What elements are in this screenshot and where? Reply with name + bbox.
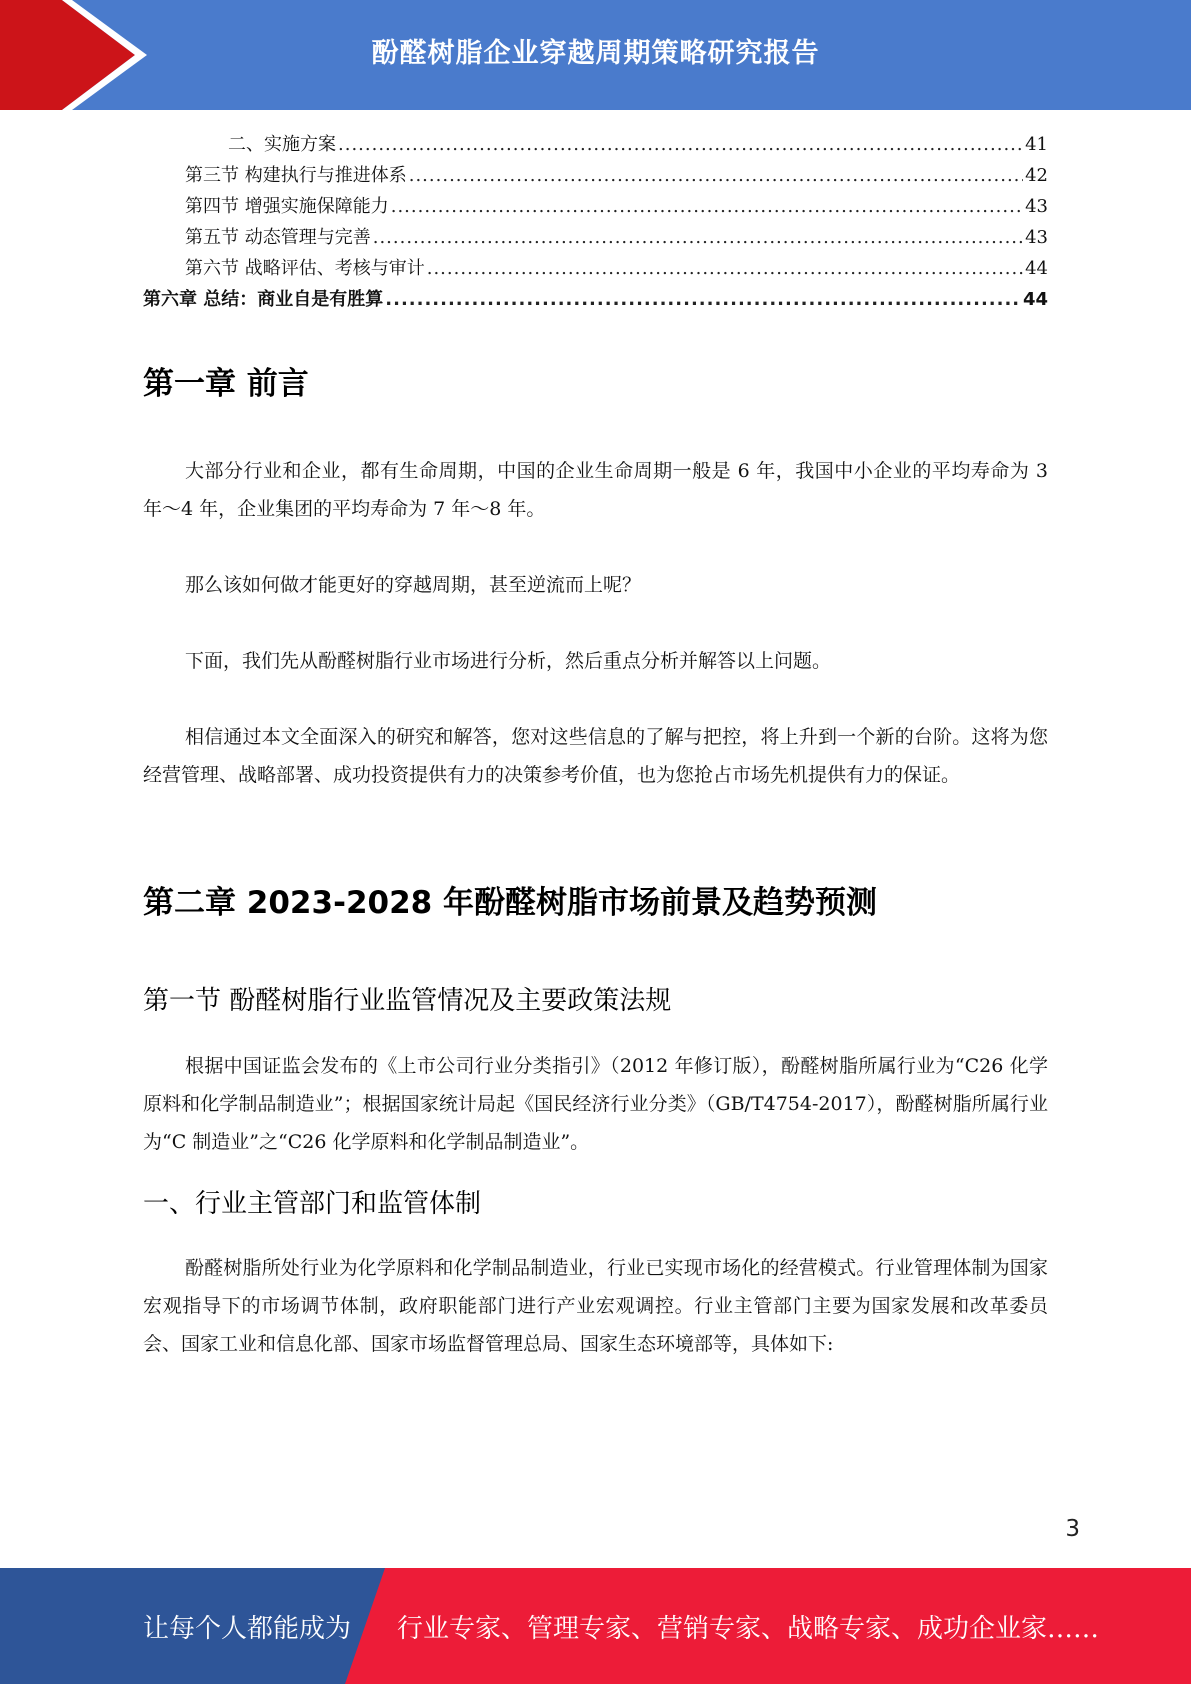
paragraph: 大部分行业和企业，都有生命周期，中国的企业生命周期一般是 6 年，我国中小企业的平均寿命为 3 年～4 年，企业集团的平均寿命为 7 年～8 年。	[143, 460, 1048, 520]
table-of-contents	[143, 129, 1048, 315]
paragraph: 根据中国证监会发布的《上市公司行业分类指引》（2012 年修订版），酚醛树脂所属行业为“C26 化学原料和化学制品制造业”；根据国家统计局起《国民经济行业分类》（GB/T4754-2017），酚醛树脂所属行业为“C 制造业”之“C26 化学原料和化学制品制造业”。	[143, 1055, 1048, 1153]
subsection-1-body	[143, 1249, 1048, 1363]
paragraph: 酚醛树脂所处行业为化学原料和化学制品制造业，行业已实现市场化的经营模式。行业管理体制为国家宏观指导下的市场调节体制，政府职能部门进行产业宏观调控。行业主管部门主要为国家发展和改革委员会、国家工业和信息化部、国家市场监督管理总局、国家生态环境部等，具体如下:	[143, 1257, 1048, 1355]
paragraph: 相信通过本文全面深入的研究和解答，您对这些信息的了解与把控，将上升到一个新的台阶。这将为您经营管理、战略部署、成功投资提供有力的决策参考价值，也为您抢占市场先机提供有力的保证。	[143, 726, 1048, 786]
toc-entry[interactable]	[143, 253, 1048, 284]
page-header	[0, 0, 1191, 110]
section-1-title: 第一节 酚醛树脂行业监管情况及主要政策法规	[143, 986, 672, 1016]
toc-leader-dots	[409, 160, 1023, 191]
chapter-1-title: 第一章 前言	[143, 366, 309, 402]
chapter-2-heading-block	[143, 877, 1048, 922]
header-arrow-decoration	[0, 0, 150, 110]
toc-entry-page: 44	[1025, 258, 1048, 279]
toc-entry-page: 43	[1025, 227, 1048, 248]
toc-leader-dots	[385, 284, 1021, 315]
toc-entry-label: 第六章 总结：商业自是有胜算	[143, 289, 384, 310]
chapter-1-heading-block	[143, 358, 1048, 403]
toc-entry[interactable]	[143, 129, 1048, 160]
page-footer	[0, 1568, 1191, 1684]
chapter-1-body	[143, 718, 1048, 794]
toc-entry-page: 43	[1025, 196, 1048, 217]
chapter-1-body	[143, 642, 1048, 680]
page-number: 3	[1065, 1516, 1080, 1542]
toc-entry[interactable]	[143, 191, 1048, 222]
chapter-1-body	[143, 452, 1048, 528]
toc-entry-label: 二、实施方案	[228, 134, 336, 155]
subsection-1-heading-block	[143, 1183, 1048, 1220]
toc-entry[interactable]	[143, 222, 1048, 253]
toc-entry-page: 44	[1022, 289, 1048, 310]
toc-entry-label: 第六节 战略评估、考核与审计	[185, 258, 425, 279]
toc-entry-label: 第四节 增强实施保障能力	[185, 196, 389, 217]
report-title: 酚醛树脂企业穿越周期策略研究报告	[371, 37, 820, 69]
paragraph: 下面，我们先从酚醛树脂行业市场进行分析，然后重点分析并解答以上问题。	[185, 650, 832, 672]
footer-slogan-left: 让每个人都能成为	[143, 1613, 352, 1644]
toc-entry-label: 第五节 动态管理与完善	[185, 227, 371, 248]
toc-entry-label: 第三节 构建执行与推进体系	[185, 165, 407, 186]
section-1-heading-block	[143, 980, 1048, 1017]
footer-slogan-right: 行业专家、管理专家、营销专家、战略专家、成功企业家……	[397, 1613, 1100, 1644]
toc-leader-dots	[427, 253, 1023, 284]
toc-entry-page: 41	[1025, 134, 1048, 155]
toc-entry[interactable]	[143, 160, 1048, 191]
chapter-1-body	[143, 566, 1048, 604]
chapter-2-title: 第二章 2023-2028 年酚醛树脂市场前景及趋势预测	[143, 885, 878, 921]
toc-leader-dots	[338, 129, 1023, 160]
toc-entry-page: 42	[1025, 165, 1048, 186]
toc-entry-chapter[interactable]	[143, 284, 1048, 315]
toc-leader-dots	[391, 191, 1023, 222]
subsection-1-title: 一、行业主管部门和监管体制	[143, 1189, 482, 1219]
toc-leader-dots	[373, 222, 1023, 253]
paragraph: 那么该如何做才能更好的穿越周期，甚至逆流而上呢？	[185, 574, 642, 596]
section-1-body	[143, 1047, 1048, 1161]
